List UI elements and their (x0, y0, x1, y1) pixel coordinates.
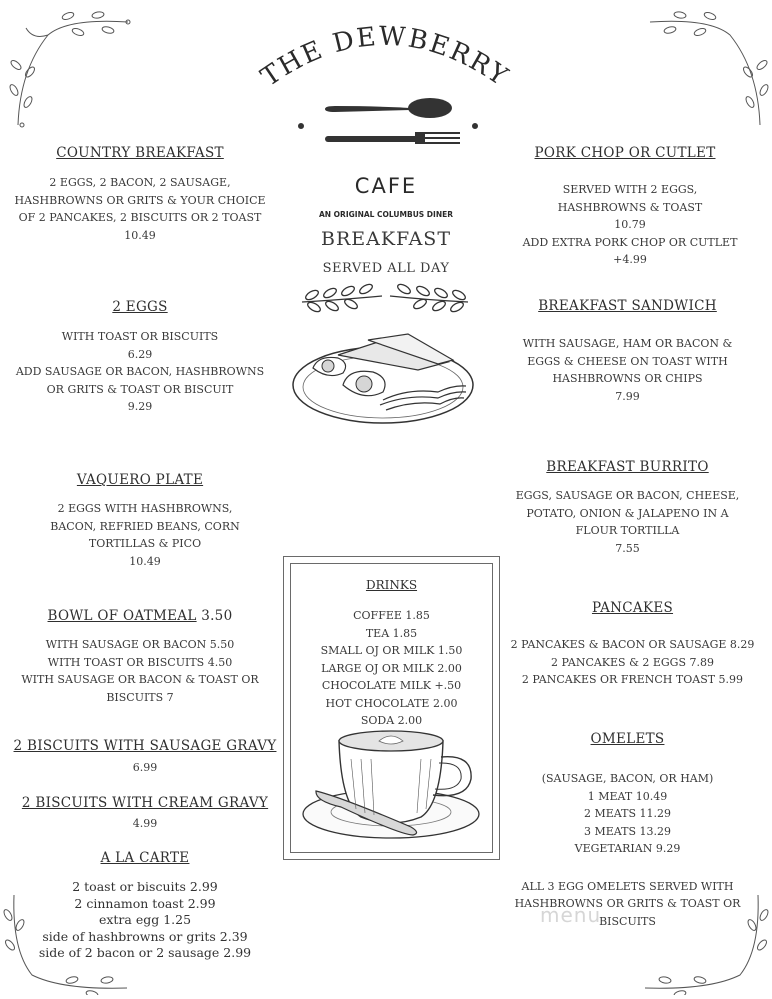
pancakes-title: PANCAKES (591, 600, 674, 616)
drink-item: SMALL OJ OR MILK 1.50 (320, 644, 463, 657)
drinks-list (291, 607, 492, 730)
vaquero-plate-title: VAQUERO PLATE (76, 472, 204, 488)
a-la-carte-body: 2 toast or biscuits 2.99 2 cinnamon toast 2.99 extra egg 1.25 side of hashbrowns or grits 2.39 side of 2 bacon or 2 sausage 2.99 (38, 879, 252, 960)
drinks-title: DRINKS (365, 578, 418, 592)
country-breakfast-title: COUNTRY BREAKFAST (56, 145, 224, 161)
laurel-branches-icon (298, 282, 473, 314)
drink-item: COFFEE 1.85 (353, 609, 430, 622)
breakfast-sandwich-title: BREAKFAST SANDWICH (538, 298, 717, 314)
oatmeal-price: 3.50 (201, 608, 233, 624)
drink-item: LARGE OJ OR MILK 2.00 (321, 661, 462, 675)
corner-vine-top-right (640, 10, 770, 130)
breakfast-heading: BREAKFAST (321, 228, 451, 250)
breakfast-burrito-body: EGGS, SAUSAGE OR BACON, CHEESE, POTATO, ONION & JALAPENO IN A FLOUR TORTILLA 7.55 (515, 489, 740, 555)
breakfast-plate-illustration (288, 330, 478, 430)
omelets-body: (SAUSAGE, BACON, OR HAM) 1 MEAT 10.49 2 MEATS 11.29 3 MEATS 13.29 VEGETARIAN 9.29 ALL 3 EGG OMELETS SERVED WITH HASHBROWNS OR GRITS & TOAST OR BISCUITS (514, 772, 741, 928)
breakfast-burrito-title: BREAKFAST BURRITO (546, 459, 709, 475)
drink-item: TEA 1.85 (365, 626, 418, 640)
svg-text:THE DEWBERRY: THE DEWBERRY (255, 21, 515, 93)
pancakes-body: 2 PANCAKES & BACON OR SAUSAGE 8.29 2 PANCAKES & 2 EGGS 7.89 2 PANCAKES OR FRENCH TOAST 5.99 (510, 638, 755, 686)
sausage-gravy-price: 6.99 (132, 761, 158, 774)
cream-gravy-title: 2 BISCUITS WITH CREAM GRAVY (21, 795, 269, 811)
drinks-inner-border (290, 563, 493, 853)
a-la-carte-title: A LA CARTE (100, 850, 190, 866)
sausage-gravy-title: 2 BISCUITS WITH SAUSAGE GRAVY (13, 738, 277, 754)
drinks-box (283, 556, 500, 860)
oatmeal-title: BOWL OF OATMEAL 3.50 (47, 608, 233, 624)
tagline: AN ORIGINAL COLUMBUS DINER (318, 210, 453, 219)
corner-vine-top-left (8, 10, 138, 130)
two-eggs-title: 2 EGGS (112, 299, 168, 315)
two-eggs-body: WITH TOAST OR BISCUITS 6.29 ADD SAUSAGE OR BACON, HASHBROWNS OR GRITS & TOAST OR BISCUIT 9.29 (15, 330, 265, 413)
spoon-fork-icon (295, 92, 480, 160)
pork-chop-body: SERVED WITH 2 EGGS, HASHBROWNS & TOAST 10.79 ADD EXTRA PORK CHOP OR CUTLET +4.99 (522, 183, 738, 266)
cafe-label: CAFE (354, 174, 418, 198)
drink-item: SODA 2.00 (360, 714, 423, 727)
breakfast-sandwich-body: WITH SAUSAGE, HAM OR BACON & EGGS & CHEESE ON TOAST WITH HASHBROWNS OR CHIPS 7.99 (522, 337, 733, 403)
pork-chop-title: PORK CHOP OR CUTLET (534, 145, 716, 161)
drink-item: HOT CHOCOLATE 2.00 (325, 696, 458, 710)
cream-gravy-price: 4.99 (132, 817, 158, 830)
restaurant-name (250, 10, 520, 100)
drink-item: CHOCOLATE MILK +.50 (321, 679, 462, 692)
oatmeal-body: WITH SAUSAGE OR BACON 5.50 WITH TOAST OR BISCUITS 4.50 WITH SAUSAGE OR BACON & TOAST OR BISCUITS 7 (21, 638, 259, 704)
country-breakfast-body: 2 EGGS, 2 BACON, 2 SAUSAGE, HASHBROWNS OR GRITS & YOUR CHOICE OF 2 PANCAKES, 2 BISCUITS OR 2 TOAST 10.49 (14, 176, 266, 242)
watermark: menu (540, 903, 602, 927)
served-all-day: SERVED ALL DAY (322, 261, 450, 276)
omelets-title: OMELETS (590, 731, 665, 747)
vaquero-plate-body: 2 EGGS WITH HASHBROWNS, BACON, REFRIED BEANS, CORN TORTILLAS & PICO 10.49 (50, 502, 240, 568)
coffee-cup-illustration (301, 729, 486, 844)
